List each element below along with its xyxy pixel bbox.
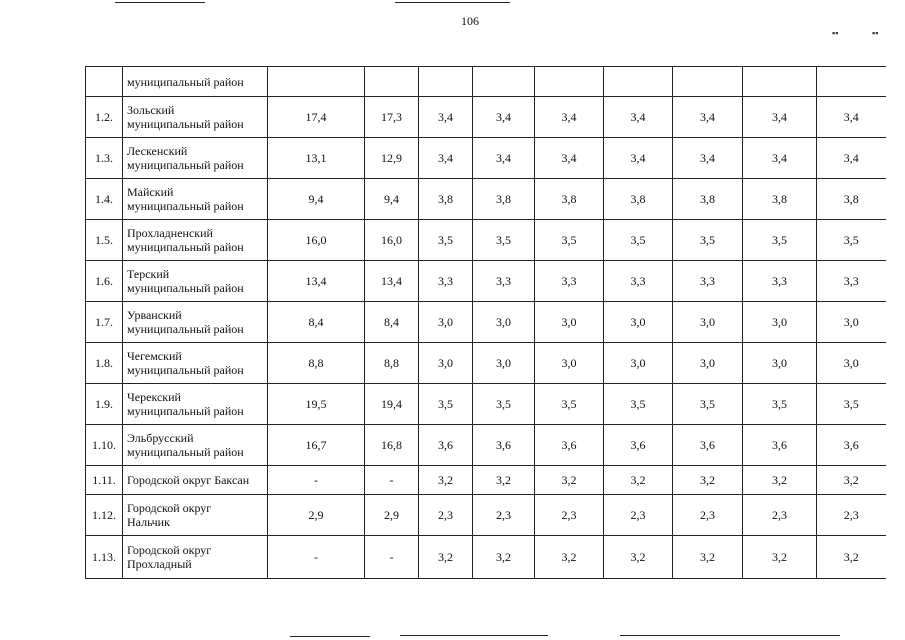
value-cell: 3,8 bbox=[473, 179, 535, 220]
value-cell: 3,0 bbox=[743, 343, 817, 384]
value-cell: 3,6 bbox=[673, 425, 743, 466]
value-cell: 3,4 bbox=[419, 138, 473, 179]
value-cell: 3,0 bbox=[604, 343, 673, 384]
row-name-line: муниципальный район bbox=[127, 158, 244, 172]
value-cell: 3,2 bbox=[673, 536, 743, 579]
value-cell: 3,4 bbox=[535, 138, 604, 179]
scan-speck: ▪▪ bbox=[872, 28, 879, 38]
value-cell: 3,5 bbox=[535, 384, 604, 425]
row-name bbox=[123, 425, 268, 466]
value-cell: 3,3 bbox=[673, 261, 743, 302]
row-name-line: Городской округ bbox=[127, 501, 212, 515]
empty-cell bbox=[535, 67, 604, 97]
value-cell: 3,0 bbox=[473, 343, 535, 384]
value-cell: 2,3 bbox=[743, 495, 817, 536]
row-name-line: Прохладный bbox=[127, 557, 192, 571]
value-cell: 3,0 bbox=[535, 302, 604, 343]
table-row bbox=[86, 466, 886, 495]
value-cell: 3,6 bbox=[419, 425, 473, 466]
value-cell: 3,6 bbox=[473, 425, 535, 466]
value-cell: 3,0 bbox=[419, 302, 473, 343]
value-cell: 3,2 bbox=[419, 536, 473, 579]
value-cell: 3,2 bbox=[817, 536, 886, 579]
value-cell: 3,2 bbox=[419, 466, 473, 495]
value-cell: 3,0 bbox=[604, 302, 673, 343]
row-index: 1.9. bbox=[86, 384, 123, 425]
row-name bbox=[123, 343, 268, 384]
value-cell: 3,4 bbox=[743, 138, 817, 179]
row-name bbox=[123, 138, 268, 179]
value-cell: 3,5 bbox=[419, 384, 473, 425]
row-name-line: Городской округ bbox=[127, 543, 212, 557]
value-cell: 3,2 bbox=[604, 536, 673, 579]
value-cell: 3,0 bbox=[743, 302, 817, 343]
value-cell: 3,5 bbox=[673, 220, 743, 261]
value-cell: 3,5 bbox=[473, 220, 535, 261]
row-index: 1.11. bbox=[86, 466, 123, 495]
scan-artifact-line bbox=[290, 636, 370, 637]
row-name-line: Лескенский bbox=[127, 144, 188, 158]
value-cell: 16,8 bbox=[365, 425, 419, 466]
table-row bbox=[86, 220, 886, 261]
value-cell: 16,0 bbox=[365, 220, 419, 261]
value-cell: 3,3 bbox=[604, 261, 673, 302]
table-row bbox=[86, 261, 886, 302]
value-cell: 3,5 bbox=[604, 384, 673, 425]
value-cell: 3,2 bbox=[817, 466, 886, 495]
value-cell: 3,3 bbox=[743, 261, 817, 302]
table-row bbox=[86, 384, 886, 425]
scan-artifact-line bbox=[620, 635, 840, 636]
value-cell: 3,8 bbox=[419, 179, 473, 220]
row-name-line: муниципальный район bbox=[127, 445, 244, 459]
value-cell: 3,8 bbox=[743, 179, 817, 220]
row-name-line: Городской округ Баксан bbox=[127, 473, 250, 487]
value-cell: 13,1 bbox=[268, 138, 365, 179]
value-cell: 3,3 bbox=[817, 261, 886, 302]
data-table bbox=[85, 66, 886, 579]
value-cell: 3,8 bbox=[817, 179, 886, 220]
value-cell: 17,3 bbox=[365, 97, 419, 138]
row-name-line: муниципальный район bbox=[127, 199, 244, 213]
value-cell: 3,8 bbox=[604, 179, 673, 220]
row-index: 1.8. bbox=[86, 343, 123, 384]
value-cell: 2,9 bbox=[365, 495, 419, 536]
value-cell: 8,4 bbox=[365, 302, 419, 343]
value-cell: 3,5 bbox=[535, 220, 604, 261]
row-name bbox=[123, 97, 268, 138]
value-cell: 3,2 bbox=[535, 536, 604, 579]
value-cell: 3,0 bbox=[535, 343, 604, 384]
value-cell: 3,3 bbox=[535, 261, 604, 302]
row-index: 1.4. bbox=[86, 179, 123, 220]
value-cell: 3,8 bbox=[673, 179, 743, 220]
empty-cell bbox=[743, 67, 817, 97]
row-name bbox=[123, 179, 268, 220]
scan-artifact-line bbox=[400, 635, 548, 636]
value-cell: 8,4 bbox=[268, 302, 365, 343]
empty-cell bbox=[673, 67, 743, 97]
row-name-line: Чегемский bbox=[127, 349, 182, 363]
value-cell: 3,4 bbox=[673, 97, 743, 138]
value-cell: - bbox=[365, 536, 419, 579]
value-cell: 3,2 bbox=[535, 466, 604, 495]
value-cell: 3,4 bbox=[419, 97, 473, 138]
table-row bbox=[86, 536, 886, 579]
empty-cell bbox=[604, 67, 673, 97]
value-cell: 3,6 bbox=[604, 425, 673, 466]
value-cell: 19,5 bbox=[268, 384, 365, 425]
value-cell: 3,5 bbox=[673, 384, 743, 425]
value-cell: 3,0 bbox=[473, 302, 535, 343]
row-name-line: муниципальный район bbox=[127, 281, 244, 295]
value-cell: 3,6 bbox=[743, 425, 817, 466]
value-cell: 3,5 bbox=[604, 220, 673, 261]
value-cell: - bbox=[268, 466, 365, 495]
table-row bbox=[86, 343, 886, 384]
row-name-line: муниципальный район bbox=[127, 363, 244, 377]
empty-cell bbox=[817, 67, 886, 97]
value-cell: 3,0 bbox=[419, 343, 473, 384]
row-name-line: Зольский bbox=[127, 103, 175, 117]
scan-artifact-line bbox=[115, 2, 205, 3]
value-cell: 3,2 bbox=[743, 466, 817, 495]
value-cell: 19,4 bbox=[365, 384, 419, 425]
value-cell: 3,5 bbox=[419, 220, 473, 261]
value-cell: 3,6 bbox=[535, 425, 604, 466]
row-index: 1.12. bbox=[86, 495, 123, 536]
scan-speck: ▪▪ bbox=[832, 28, 839, 38]
value-cell: 3,8 bbox=[535, 179, 604, 220]
row-name bbox=[123, 261, 268, 302]
value-cell: 3,0 bbox=[817, 343, 886, 384]
value-cell: 3,4 bbox=[817, 97, 886, 138]
value-cell: 2,9 bbox=[268, 495, 365, 536]
value-cell: 3,0 bbox=[673, 302, 743, 343]
value-cell: 3,6 bbox=[817, 425, 886, 466]
scan-artifact-line bbox=[395, 2, 510, 3]
value-cell: 3,5 bbox=[817, 220, 886, 261]
value-cell: 3,2 bbox=[673, 466, 743, 495]
value-cell: 3,4 bbox=[817, 138, 886, 179]
value-cell: 3,0 bbox=[817, 302, 886, 343]
value-cell: 3,4 bbox=[473, 97, 535, 138]
row-name-line: муниципальный район bbox=[127, 117, 244, 131]
empty-cell bbox=[365, 67, 419, 97]
value-cell: 13,4 bbox=[365, 261, 419, 302]
row-index: 1.3. bbox=[86, 138, 123, 179]
empty-cell bbox=[268, 67, 365, 97]
table-row bbox=[86, 138, 886, 179]
row-name bbox=[123, 302, 268, 343]
value-cell: 8,8 bbox=[268, 343, 365, 384]
row-name-line: Терский bbox=[127, 267, 170, 281]
value-cell: 3,2 bbox=[743, 536, 817, 579]
value-cell: 17,4 bbox=[268, 97, 365, 138]
value-cell: 3,5 bbox=[817, 384, 886, 425]
row-index: 1.2. bbox=[86, 97, 123, 138]
value-cell: 3,2 bbox=[473, 466, 535, 495]
row-name bbox=[123, 220, 268, 261]
value-cell: 16,0 bbox=[268, 220, 365, 261]
row-name-line: Эльбрусский bbox=[127, 431, 194, 445]
row-name bbox=[123, 67, 268, 97]
value-cell: 3,5 bbox=[743, 220, 817, 261]
row-name bbox=[123, 384, 268, 425]
value-cell: - bbox=[268, 536, 365, 579]
value-cell: 3,2 bbox=[604, 466, 673, 495]
row-name-line: Нальчик bbox=[127, 515, 170, 529]
row-name-line: Черекский bbox=[127, 390, 181, 404]
value-cell: 2,3 bbox=[473, 495, 535, 536]
row-name-line: муниципальный район bbox=[127, 322, 244, 336]
value-cell: - bbox=[365, 466, 419, 495]
value-cell: 3,2 bbox=[473, 536, 535, 579]
value-cell: 3,5 bbox=[743, 384, 817, 425]
row-name-line: муниципальный район bbox=[127, 74, 244, 89]
table-row-continued bbox=[86, 67, 886, 97]
table-body bbox=[86, 67, 886, 579]
row-index: 1.10. bbox=[86, 425, 123, 466]
value-cell: 2,3 bbox=[535, 495, 604, 536]
value-cell: 16,7 bbox=[268, 425, 365, 466]
table-row bbox=[86, 179, 886, 220]
row-name bbox=[123, 466, 268, 495]
row-name bbox=[123, 495, 268, 536]
value-cell: 12,9 bbox=[365, 138, 419, 179]
value-cell: 13,4 bbox=[268, 261, 365, 302]
row-name-line: муниципальный район bbox=[127, 240, 244, 254]
table-row bbox=[86, 302, 886, 343]
value-cell: 2,3 bbox=[817, 495, 886, 536]
value-cell: 9,4 bbox=[365, 179, 419, 220]
row-index: 1.6. bbox=[86, 261, 123, 302]
value-cell: 2,3 bbox=[419, 495, 473, 536]
value-cell: 3,5 bbox=[473, 384, 535, 425]
empty-cell bbox=[473, 67, 535, 97]
value-cell: 3,4 bbox=[535, 97, 604, 138]
value-cell: 3,4 bbox=[473, 138, 535, 179]
row-index bbox=[86, 67, 123, 97]
value-cell: 3,4 bbox=[604, 138, 673, 179]
row-name bbox=[123, 536, 268, 579]
value-cell: 3,4 bbox=[604, 97, 673, 138]
row-index: 1.7. bbox=[86, 302, 123, 343]
table-row bbox=[86, 495, 886, 536]
row-index: 1.13. bbox=[86, 536, 123, 579]
value-cell: 2,3 bbox=[604, 495, 673, 536]
row-name-line: Прохладненский bbox=[127, 226, 213, 240]
value-cell: 8,8 bbox=[365, 343, 419, 384]
row-index: 1.5. bbox=[86, 220, 123, 261]
table-row bbox=[86, 425, 886, 466]
row-name-line: Урванский bbox=[127, 308, 182, 322]
value-cell: 3,3 bbox=[419, 261, 473, 302]
value-cell: 3,4 bbox=[743, 97, 817, 138]
value-cell: 3,4 bbox=[673, 138, 743, 179]
value-cell: 2,3 bbox=[673, 495, 743, 536]
value-cell: 3,3 bbox=[473, 261, 535, 302]
row-name-line: муниципальный район bbox=[127, 404, 244, 418]
value-cell: 3,0 bbox=[673, 343, 743, 384]
row-name-line: Майский bbox=[127, 185, 174, 199]
table-row bbox=[86, 97, 886, 138]
value-cell: 9,4 bbox=[268, 179, 365, 220]
empty-cell bbox=[419, 67, 473, 97]
page-number: 106 bbox=[461, 14, 479, 28]
